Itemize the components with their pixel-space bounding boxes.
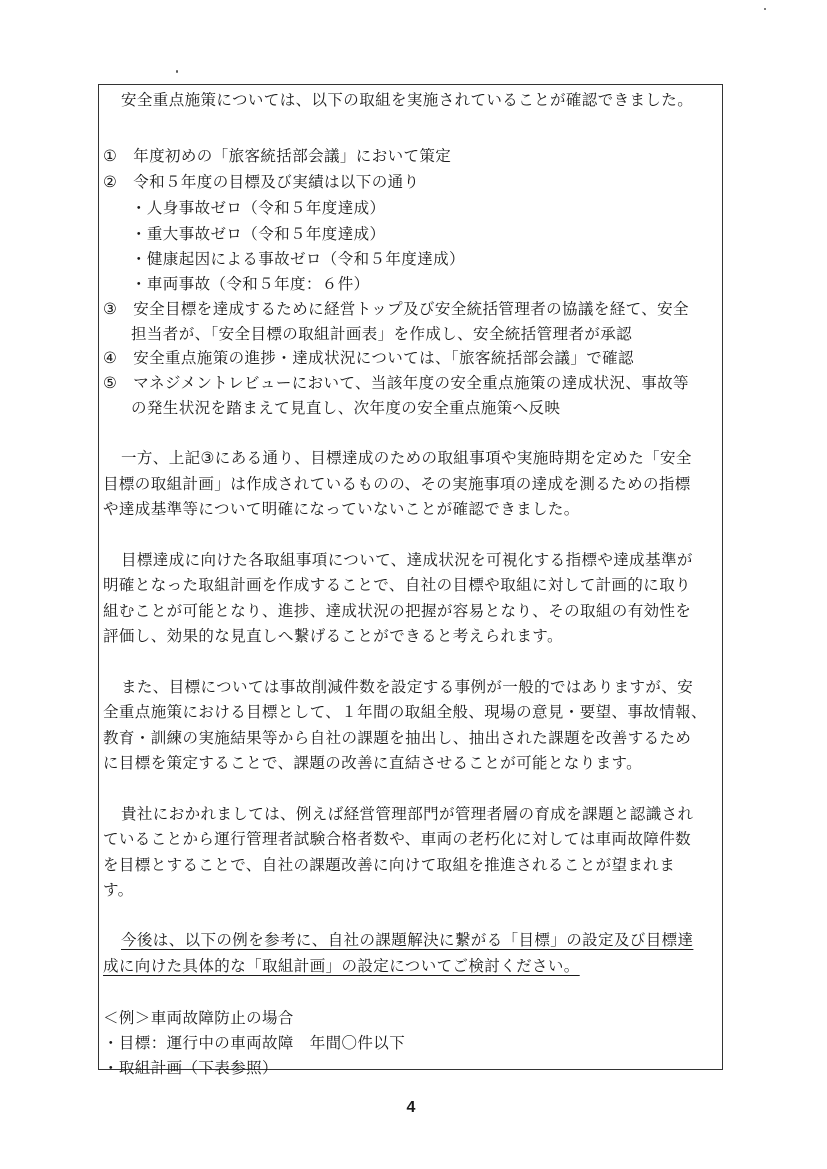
paragraph-4-line-3: を目標とすることで、自社の課題改善に向けて取組を推進されることが望まれま	[103, 856, 676, 874]
paragraph-5-line-1: 今後は、以下の例を参考に、自社の課題解決に繋がる「目標」の設定及び目標達	[121, 931, 694, 949]
scan-speck	[764, 8, 766, 10]
paragraph-2-line-2: 明確となった取組計画を作成することで、自社の目標や取組に対して計画的に取り	[103, 576, 691, 594]
intro-text: 安全重点施策については、以下の取組を実施されていることが確認できました。	[121, 91, 694, 109]
paragraph-1-line-2: 目標の取組計画」は作成されているものの、その実施事項の達成を測るための指標	[103, 475, 691, 493]
example-heading: ＜例＞車両故障防止の場合	[103, 1009, 294, 1027]
list-item-5: ⑤ マネジメントレビューにおいて、当該年度の安全重点施策の達成状況、事故等	[103, 374, 689, 392]
scan-speck	[176, 70, 178, 73]
paragraph-4-line-4: す。	[103, 881, 134, 899]
list-item-4: ④ 安全重点施策の進捗・達成状況については、「旅客統括部会議」で確認	[103, 349, 634, 367]
paragraph-4-line-1: 貴社におかれましては、例えば経営管理部門が管理者層の育成を課題と認識され	[121, 805, 694, 823]
paragraph-2-line-1: 目標達成に向けた各取組事項について、達成状況を可視化する指標や達成基準が	[121, 551, 693, 569]
example-plan: ・取組計画（下表参照）	[103, 1059, 278, 1077]
paragraph-1-line-1: 一方、上記③にある通り、目標達成のための取組事項や実施時期を定めた「安全	[121, 449, 692, 467]
paragraph-2-line-3: 組むことが可能となり、進捗、達成状況の把握が容易となり、その取組の有効性を	[103, 602, 692, 620]
list-item-5-cont: の発生状況を踏まえて見直し、次年度の安全重点施策へ反映	[131, 399, 561, 417]
paragraph-5-line-2: 成に向けた具体的な「取組計画」の設定についてご検討ください。	[103, 957, 580, 975]
paragraph-4-line-2: ていることから運行管理者試験合格者数や、車両の老朽化に対しては車両故障件数	[103, 830, 691, 848]
list-item-3: ③ 安全目標を達成するために経営トップ及び安全統括管理者の協議を経て、安全	[103, 300, 689, 318]
list-subitem-3: ・健康起因による事故ゼロ（令和５年度達成）	[131, 250, 465, 268]
list-item-2: ② 令和５年度の目標及び実績は以下の通り	[103, 173, 420, 191]
list-item-3-cont: 担当者が、「安全目標の取組計画表」を作成し、安全統括管理者が承認	[131, 325, 633, 343]
paragraph-3-line-1: また、目標については事故削減件数を設定する事例が一般的ではありますが、安	[121, 678, 694, 696]
list-subitem-4: ・車両事故（令和５年度：６件）	[131, 275, 370, 293]
paragraph-1-line-3: や達成基準等について明確になっていないことが確認できました。	[103, 500, 580, 518]
paragraph-3-line-3: 教育・訓練の実施結果等から自社の課題を抽出し、抽出された課題を改善するため	[103, 729, 692, 747]
list-subitem-2: ・重大事故ゼロ（令和５年度達成）	[131, 225, 386, 243]
paragraph-2-line-4: 評価し、効果的な見直しへ繋げることができると考えられます。	[103, 627, 563, 645]
list-subitem-1: ・人身事故ゼロ（令和５年度達成）	[131, 199, 386, 217]
page-number: 4	[406, 1099, 416, 1116]
list-item-1: ① 年度初めの「旅客統括部会議」において策定	[103, 147, 452, 165]
paragraph-3-line-4: に目標を策定することで、課題の改善に直結させることが可能となります。	[103, 754, 643, 772]
paragraph-3-line-2: 全重点施策における目標として、１年間の取組全般、現場の意見・要望、事故情報、	[103, 703, 707, 721]
example-goal: ・目標：運行中の車両故障 年間〇件以下	[103, 1034, 406, 1052]
